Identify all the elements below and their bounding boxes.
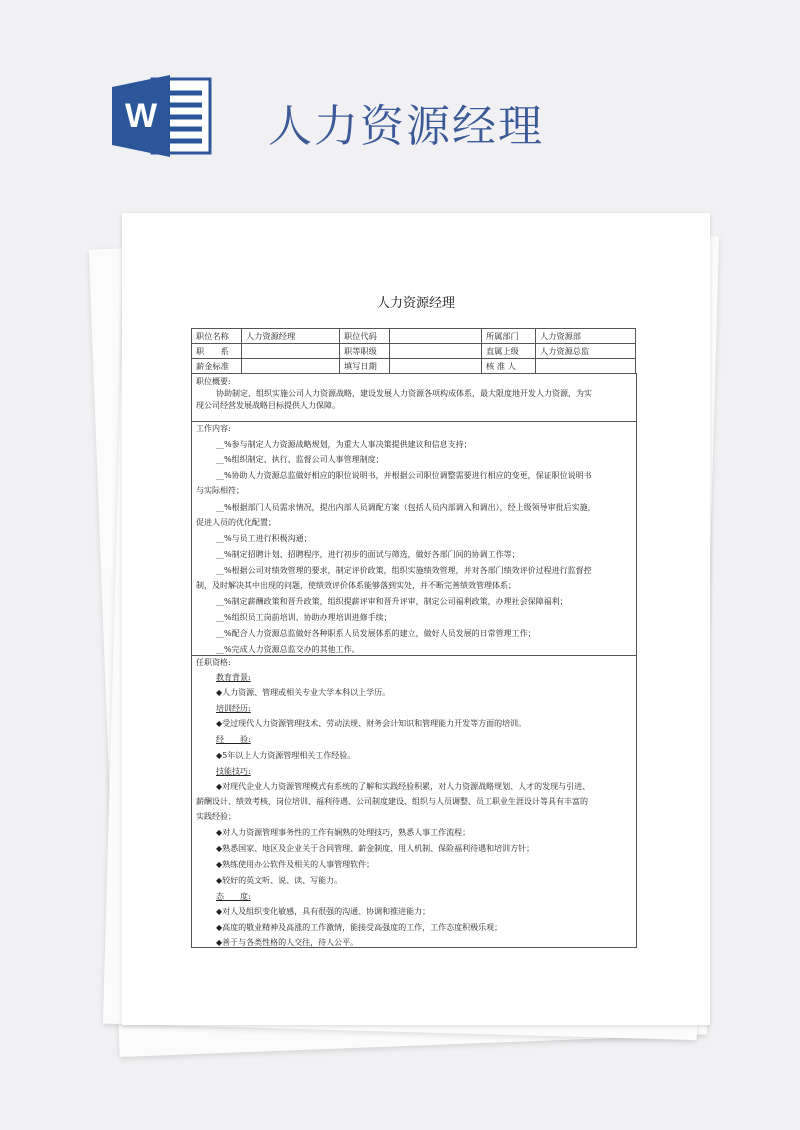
overview-text: 协助制定、组织实施公司人力资源战略，建设发展人力资源各项构成体系，最大限度地开发人力资源，为实 <box>216 389 592 398</box>
table-cell: 职位代码 <box>340 329 390 344</box>
work-item: __%与员工进行积极沟通； <box>216 534 312 543</box>
skills-text: 薪酬设计、绩效考核、岗位培训、福利待遇、公司制度建设、组织与人员调整、员工职业生涯设计等具有丰富的 <box>196 797 588 806</box>
skills-text: ◆对人力资源管理事务性的工作有娴熟的处理技巧，熟悉人事工作流程； <box>216 828 471 837</box>
divider <box>192 421 636 422</box>
document-page <box>122 213 710 1025</box>
table-cell <box>390 344 482 359</box>
experience-text: ◆5年以上人力资源管理相关工作经验。 <box>216 751 356 760</box>
education-text: ◆人力资源、管理或相关专业大学本科以上学历。 <box>216 688 391 697</box>
table-row <box>192 329 636 344</box>
work-item: __%组织员工岗前培训、协助办理培训进修手续； <box>216 613 392 622</box>
attitude-heading: 态 度: <box>216 892 251 901</box>
work-item: 促进人员的优化配置； <box>196 518 276 527</box>
table-cell: 所属部门 <box>482 329 536 344</box>
table-cell: 人力资源经理 <box>242 329 340 344</box>
skills-text: ◆较好的英文听、说、读、写能力。 <box>216 876 343 885</box>
skills-heading: 技能技巧: <box>216 767 251 776</box>
work-item: 与实际相符； <box>196 486 244 495</box>
table-cell: 职位名称 <box>192 329 242 344</box>
qualification-heading: 任职资格: <box>196 658 231 667</box>
table-cell: 核 准 人 <box>482 359 536 374</box>
skills-text: ◆熟练使用办公软件及相关的人事管理软件； <box>216 860 375 869</box>
svg-text:W: W <box>124 97 158 135</box>
description-box <box>191 373 637 948</box>
table-cell <box>536 359 636 374</box>
table-cell <box>242 344 340 359</box>
word-doc-icon <box>112 75 212 157</box>
work-item: __%协助人力资源总监做好相应的职位说明书，并根据公司职位调整需要进行相应的变更，保证职位说明书 <box>216 471 592 480</box>
work-item: __%参与制定人力资源战略规划，为重大人事决策提供建议和信息支持； <box>216 440 472 449</box>
education-heading: 教育背景: <box>216 673 251 682</box>
skills-text: ◆熟悉国家、地区及企业关于合同管理、薪金制度、用人机制、保险福利待遇和培训方针； <box>216 844 535 853</box>
table-cell: 直属上级 <box>482 344 536 359</box>
training-heading: 培训经历: <box>216 704 251 713</box>
table-cell: 职 系 <box>192 344 242 359</box>
attitude-text: ◆善于与各类性格的人交往，待人公平。 <box>216 938 359 947</box>
table-row <box>192 344 636 359</box>
work-item: __%组织制定、执行、监督公司人事管理制度； <box>216 455 384 464</box>
job-info-table <box>191 328 636 374</box>
work-item: __%完成人力资源总监交办的其他工作。 <box>216 645 360 654</box>
training-text: ◆受过现代人力资源管理技术、劳动法规、财务会计知识和管理能力开发等方面的培训。 <box>216 719 527 728</box>
table-cell: 职等职级 <box>340 344 390 359</box>
table-cell <box>390 359 482 374</box>
work-item: __%根据部门人员需求情况，提出内部人员调配方案（包括人员内部调入和调出），经上级领导审批后实施， <box>216 503 596 512</box>
work-item: __%制定招聘计划、招聘程序，进行初步的面试与筛选，做好各部门间的协调工作等； <box>216 550 520 559</box>
work-item: 制，及时解决其中出现的问题，使绩效评价体系能够落到实处，并不断完善绩效管理体系； <box>196 581 516 590</box>
work-item: __%配合人力资源总监做好各种职系人员发展体系的建立，做好人员发展的日常管理工作； <box>216 629 536 638</box>
skills-text: 实践经验； <box>196 812 236 821</box>
overview-text: 现公司经营发展战略目标提供人力保障。 <box>196 401 340 410</box>
overview-heading: 职位概要: <box>196 377 231 386</box>
table-cell <box>390 329 482 344</box>
document-title: 人力资源经理 <box>376 296 455 311</box>
experience-heading: 经 验: <box>216 735 251 744</box>
divider <box>192 655 636 656</box>
header-title: 人力资源经理 <box>268 101 544 152</box>
work-item: __%制定薪酬政策和晋升政策，组织提薪评审和晋升评审，制定公司福利政策，办理社会保障福利； <box>216 597 568 606</box>
table-cell: 人力资源总监 <box>536 344 636 359</box>
skills-text: ◆对现代企业人力资源管理模式有系统的了解和实践经验积累，对人力资源战略规划、人才的发现与引进、 <box>216 782 591 791</box>
table-cell: 薪金标准 <box>192 359 242 374</box>
attitude-text: ◆高度的敬业精神及高涨的工作激情，能接受高强度的工作，工作态度积极乐观； <box>216 923 503 932</box>
table-cell: 人力资源部 <box>536 329 636 344</box>
table-cell <box>242 359 340 374</box>
work-heading: 工作内容: <box>196 424 231 433</box>
attitude-text: ◆对人及组织变化敏感，具有很强的沟通、协调和推进能力； <box>216 907 431 916</box>
table-cell: 填写日期 <box>340 359 390 374</box>
table-row <box>192 359 636 374</box>
work-item: __%根据公司对绩效管理的要求，制定评价政策，组织实施绩效管理，并对各部门绩效评价过程进行监督控 <box>216 566 592 575</box>
